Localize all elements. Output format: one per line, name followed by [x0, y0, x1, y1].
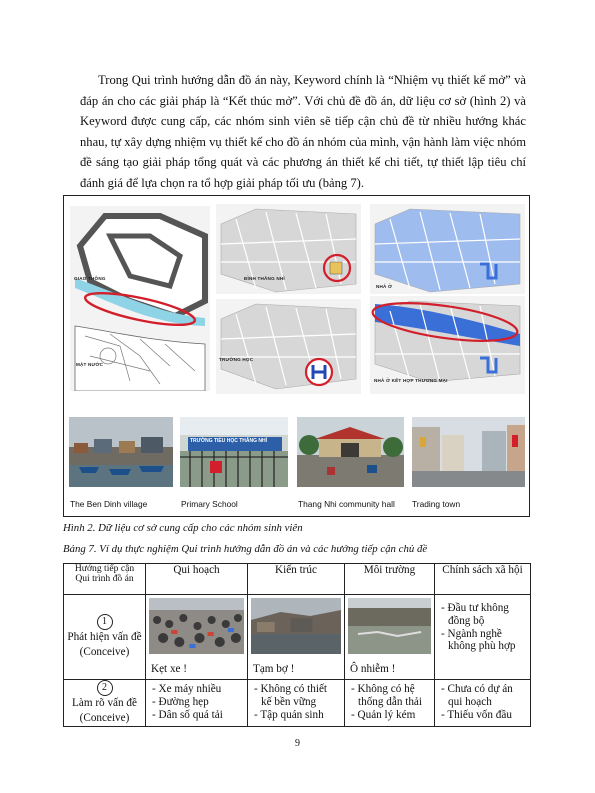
table-7 — [63, 563, 531, 727]
photo-caption-trading: Trading town — [412, 499, 461, 509]
photo-caption-school: Primary School — [181, 499, 238, 509]
header-line-process: Qui trình đồ án — [75, 573, 134, 584]
map-housing — [370, 204, 525, 294]
stage-clarify-label: Làm rõ vấn đề — [72, 697, 137, 709]
map-community-hall — [216, 204, 361, 294]
photo-ben-dinh-village — [69, 417, 173, 487]
photo-primary-school — [180, 417, 288, 487]
label-pollution: Ô nhiễm ! — [350, 663, 396, 675]
label-makeshift: Tạm bợ ! — [253, 663, 295, 675]
page-number: 9 — [295, 738, 300, 749]
stage-number-2: 2 — [97, 680, 113, 696]
label-traffic-jam: Kẹt xe ! — [151, 663, 188, 675]
list-item: - Dân số quá tải — [152, 708, 223, 721]
photo-primary-school-image — [180, 417, 288, 487]
policy-issue-item: - Đầu tư không đồng bộ — [441, 602, 509, 627]
policy-issue-item: - Ngành nghề không phù hợp — [441, 627, 516, 653]
photo-traffic-jam — [149, 598, 244, 654]
cell-pollution — [345, 595, 435, 680]
photo-makeshift-housing — [251, 598, 341, 654]
header-chinh-sach: Chính sách xã hội — [435, 564, 531, 595]
clarify-policy-list — [435, 680, 530, 721]
figure-caption: Hình 2. Dữ liệu cơ sở cung cấp cho các nhóm sinh viên — [63, 522, 303, 534]
photo-trading-town — [412, 417, 525, 487]
label-nha-o-thuong-mai: NHÀ Ở KẾT HỢP THƯƠNG MẠI — [374, 378, 448, 383]
list-item: - Quản lý kém — [351, 708, 416, 721]
policy-issues-list — [435, 595, 530, 653]
label-mat-nuoc: MẶT NƯỚC — [76, 362, 104, 367]
label-giao-thong: GIAO THÔNG — [74, 276, 106, 281]
header-kien-truc: Kiến trúc — [248, 564, 345, 595]
photo-ben-dinh-village-image — [69, 417, 173, 487]
table-row-identify — [64, 595, 531, 680]
list-item: - Tập quán sinh — [254, 708, 324, 721]
map-community-hall-drawing — [216, 204, 361, 294]
stage-identify-label: Phát hiện vấn đề — [67, 631, 142, 643]
label-truong-hoc: TRƯỜNG HỌC — [219, 357, 254, 362]
body-paragraph: Trong Qui trình hướng dẫn đồ án này, Keyword chính là “Nhiệm vụ thiết kế mở” và đáp án cho các giải pháp là “Kết thúc mở”. Với chủ đề đồ án, dữ liệu cơ sở (hình 2) và Keyword được cung cấp, các nhóm sinh viên sẽ tiếp cận chủ đề từ nhiều hướng khác nhau, tự xây dựng nhiệm vụ thiết kế cho đồ án nhóm của mình, vận hành làm việc nhóm đề sáng tạo giải pháp tổng quát và các phương án thiết kế chi tiết, tự thiết lập tiêu chí đánh giá để lựa chọn ra tổ hợp giải pháp tối ưu (bảng 7). — [80, 73, 526, 190]
clarify-architecture-list — [248, 680, 344, 721]
cell-clarify-policy — [435, 680, 531, 727]
stage-number-1: 1 — [97, 614, 113, 630]
cell-traffic — [146, 595, 248, 680]
stage-identify-en: (Conceive) — [79, 646, 130, 658]
photo-trading-town-image — [412, 417, 525, 487]
clarify-planning-list — [146, 680, 247, 721]
header-moi-truong: Môi trường — [345, 564, 435, 595]
header-qui-hoach: Qui hoạch — [146, 564, 248, 595]
photo-pollution — [348, 598, 431, 654]
label-nha-o: NHÀ Ở — [376, 284, 393, 289]
map-school-drawing — [216, 299, 361, 394]
list-item: - Thiếu vốn đầu — [441, 708, 512, 721]
table-caption: Bảng 7. Ví dụ thực nghiệm Qui trình hướng dẫn đồ án và các hướng tiếp cận chủ đề — [63, 543, 428, 555]
header-line-approach: Hướng tiếp cận — [74, 563, 135, 574]
list-item: - Chưa có dự án qui hoạch — [441, 683, 513, 708]
list-item: - Không có thiết kế bền vững — [254, 683, 328, 708]
photo-caption-hall: Thang Nhi community hall — [298, 499, 395, 509]
figure-2 — [63, 195, 530, 517]
photo-community-hall-image — [297, 417, 404, 487]
cell-clarify-planning — [146, 680, 248, 727]
list-item: - Đường hẹp — [152, 695, 209, 708]
photo-community-hall — [297, 417, 404, 487]
map-housing-drawing — [370, 204, 525, 294]
header-approach-process — [64, 564, 146, 595]
label-dinh-thang-nhi: ĐÌNH THẮNG NHÌ — [244, 276, 285, 281]
table-row-clarify — [64, 680, 531, 727]
stage-identify — [64, 595, 146, 680]
cell-policy-issues — [435, 595, 531, 680]
stage-clarify-en: (Conceive) — [79, 712, 130, 724]
school-sign-text: TRƯỜNG TIỂU HỌC THẮNG NHÌ — [190, 438, 268, 444]
cell-clarify-architecture — [248, 680, 345, 727]
map-traffic-water — [70, 206, 210, 391]
map-school — [216, 299, 361, 394]
clarify-environment-list — [345, 680, 434, 721]
list-item: - Xe máy nhiều — [152, 683, 222, 695]
map-housing-commerce — [370, 296, 525, 394]
cell-makeshift — [248, 595, 345, 680]
photo-caption-ben-dinh: The Ben Dinh village — [70, 499, 148, 509]
list-item: - Không có hệ thống dẫn thải — [351, 683, 423, 708]
cell-clarify-environment — [345, 680, 435, 727]
table-header-row — [64, 564, 531, 595]
stage-clarify — [64, 680, 146, 727]
